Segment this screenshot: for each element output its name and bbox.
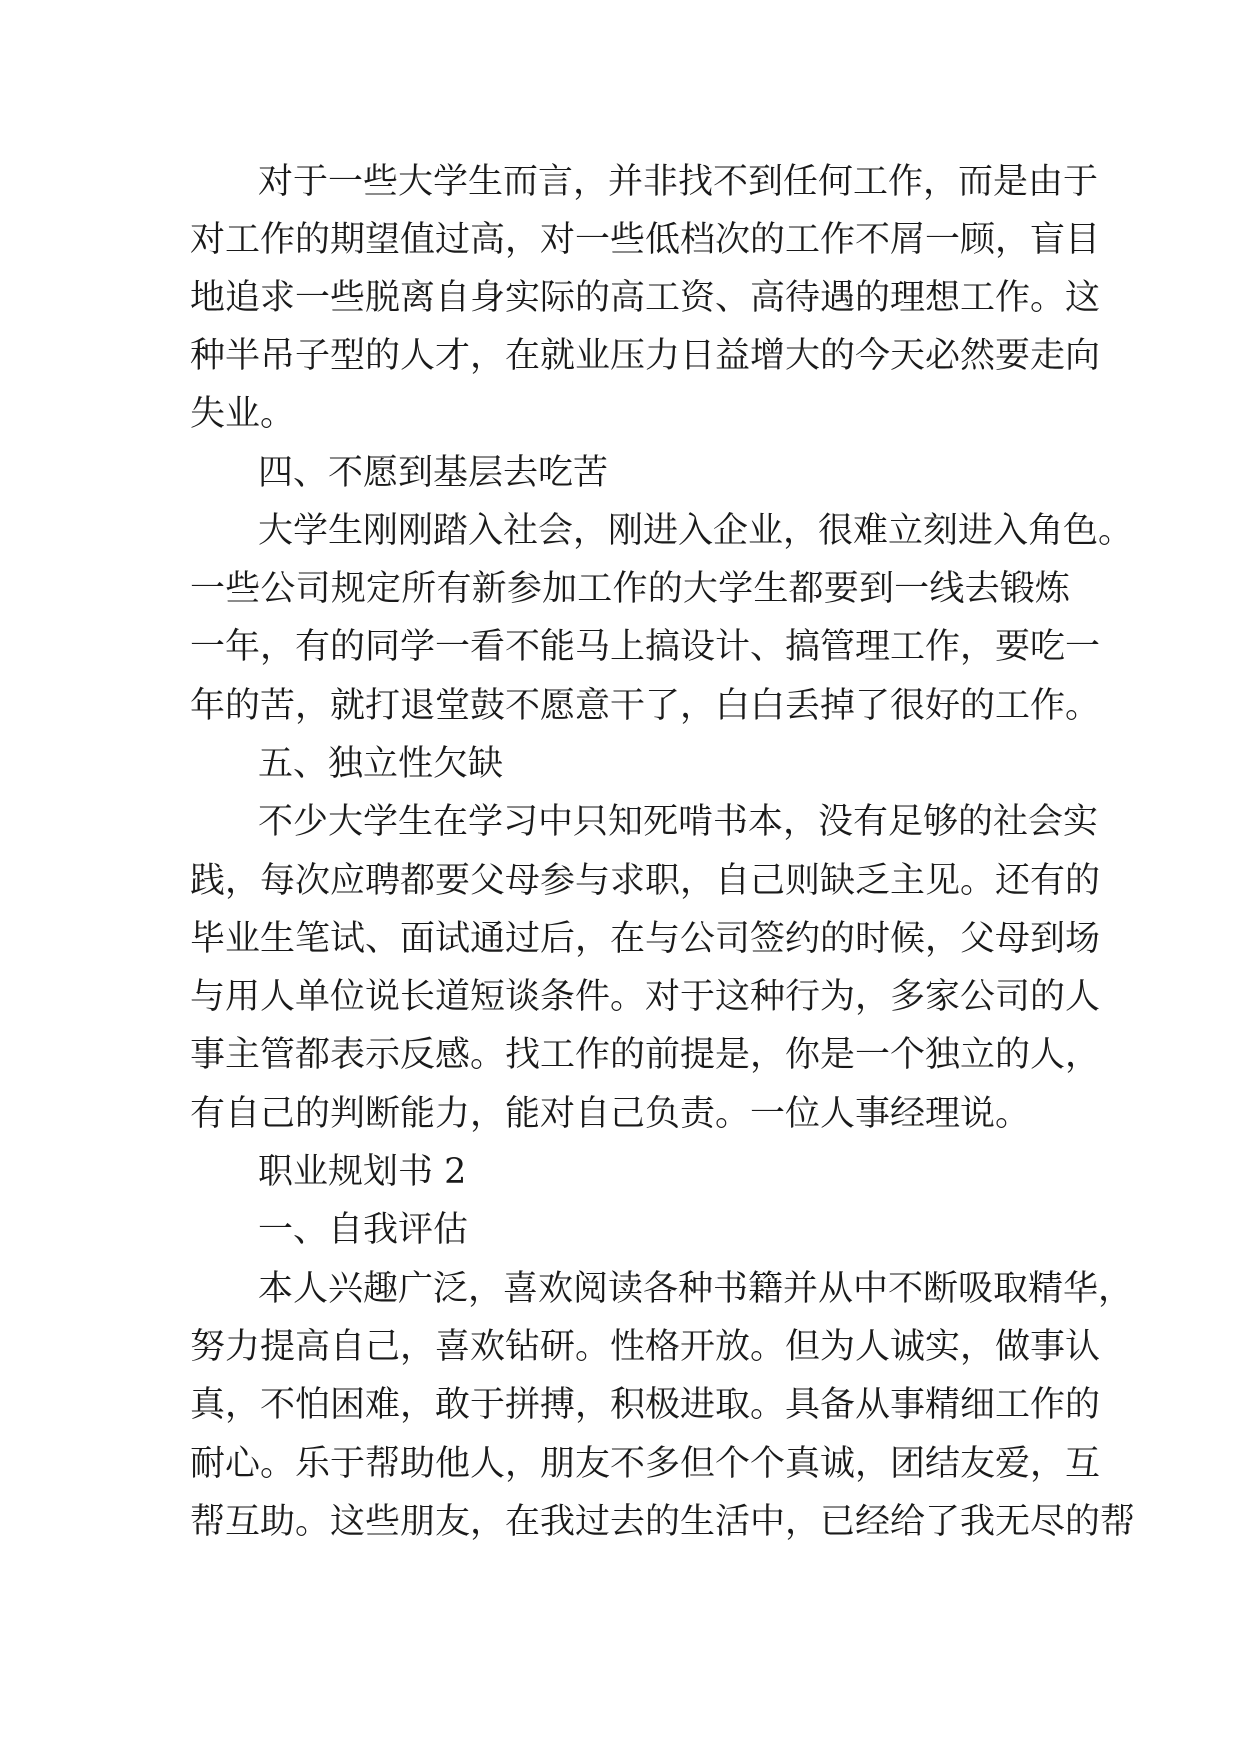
text-line: 有自己的判断能力，能对自己负责。一位人事经理说。 [190, 1094, 1031, 1134]
text-line: 一年，有的同学一看不能马上搞设计、搞管理工作，要吃一 [190, 627, 1101, 667]
text-line: 对于一些大学生而言，并非找不到任何工作，而是由于 [258, 162, 1099, 202]
section-heading: 一、自我评估 [258, 1210, 469, 1250]
text-line: 年的苦，就打退堂鼓不愿意干了，白白丢掉了很好的工作。 [190, 686, 1101, 726]
text-line: 大学生刚刚踏入社会，刚进入企业，很难立刻进入角色。 [258, 511, 1134, 551]
text-line: 帮互助。这些朋友，在我过去的生活中，已经给了我无尽的帮 [190, 1502, 1136, 1542]
text-line: 地追求一些脱离自身实际的高工资、高待遇的理想工作。这 [190, 278, 1101, 318]
text-line: 与用人单位说长道短谈条件。对于这种行为，多家公司的人 [190, 977, 1101, 1017]
section-heading: 五、独立性欠缺 [258, 744, 504, 784]
section-heading: 四、不愿到基层去吃苦 [258, 453, 609, 493]
text-line: 努力提高自己，喜欢钻研。性格开放。但为人诚实，做事认 [190, 1327, 1101, 1367]
text-line: 耐心。乐于帮助他人，朋友不多但个个真诚，团结友爱，互 [190, 1444, 1101, 1484]
text-line: 不少大学生在学习中只知死啃书本，没有足够的社会实 [258, 802, 1099, 842]
text-line: 对工作的期望值过高，对一些低档次的工作不屑一顾，盲目 [190, 220, 1101, 260]
text-line: 毕业生笔试、面试通过后，在与公司签约的时候，父母到场 [190, 919, 1101, 959]
text-line: 践，每次应聘都要父母参与求职，自己则缺乏主见。还有的 [190, 861, 1101, 901]
text-line: 本人兴趣广泛，喜欢阅读各种书籍并从中不断吸取精华， [258, 1269, 1134, 1309]
document-title: 职业规划书 2 [258, 1152, 467, 1192]
text-line: 种半吊子型的人才，在就业压力日益增大的今天必然要走向 [190, 336, 1101, 376]
text-line: 失业。 [190, 394, 296, 434]
text-line: 事主管都表示反感。找工作的前提是，你是一个独立的人， [190, 1035, 1101, 1075]
text-line: 真，不怕困难，敢于拼搏，积极进取。具备从事精细工作的 [190, 1385, 1101, 1425]
text-line: 一些公司规定所有新参加工作的大学生都要到一线去锻炼 [190, 569, 1070, 609]
